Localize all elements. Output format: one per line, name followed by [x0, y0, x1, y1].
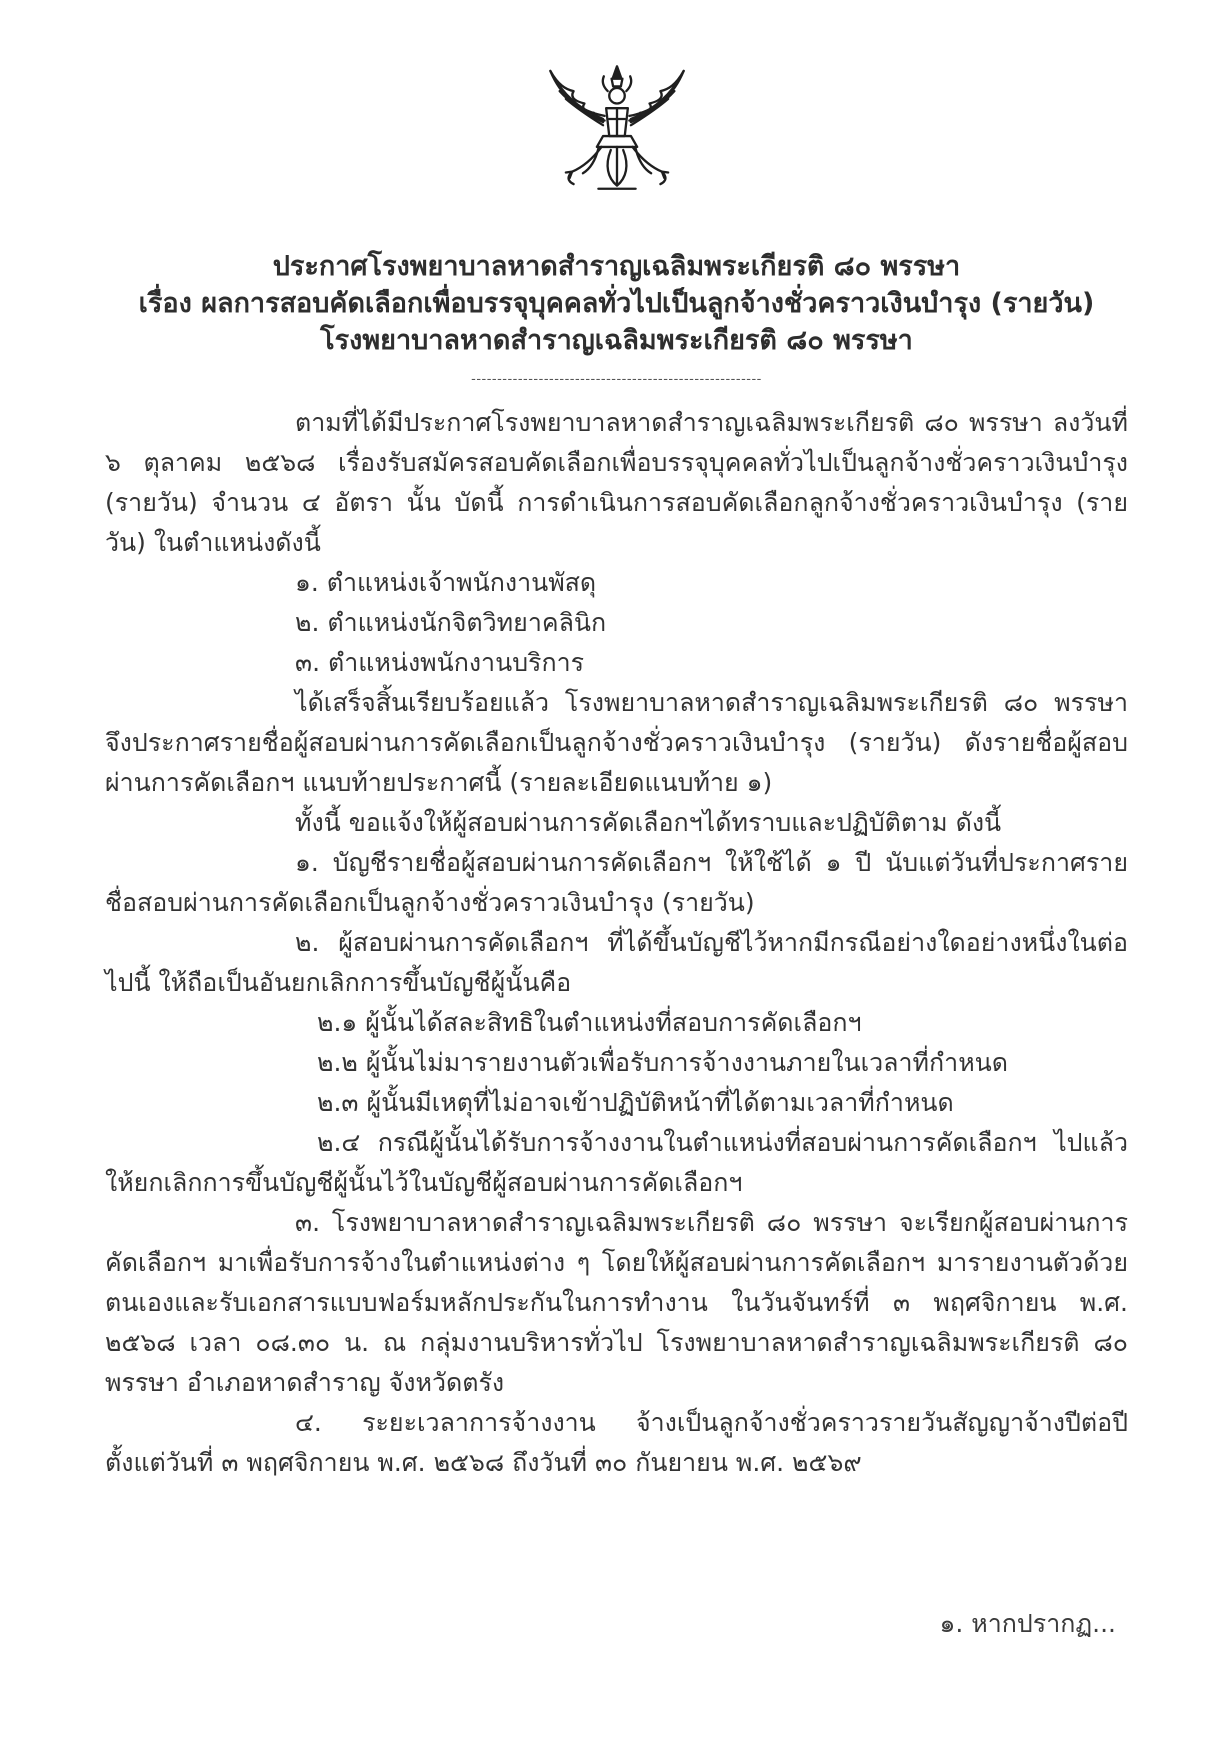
clause-2-subitem-4: ๒.๔ กรณีผู้นั้นได้รับการจ้างงานในตำแหน่งที่สอบผ่านการคัดเลือกฯ ไปแล้วให้ยกเลิกการขึ้นบัญชีผู้นั้นไว้ในบัญชีผู้สอบผ่านการคัดเลือกฯ	[105, 1128, 1128, 1197]
notice-lead-paragraph: ทั้งนี้ ขอแจ้งให้ผู้สอบผ่านการคัดเลือกฯได้ทราบและปฏิบัติตาม ดังนี้	[295, 808, 1002, 837]
garuda-emblem-icon	[524, 62, 710, 238]
document-body	[105, 403, 1128, 1483]
clause-2-subitem-3: ๒.๓ ผู้นั้นมีเหตุที่ไม่อาจเข้าปฏิบัติหน้าที่ได้ตามเวลาที่กำหนด	[317, 1088, 954, 1117]
intro-paragraph: ตามที่ได้มีประกาศโรงพยาบาลหาดสำราญเฉลิมพระเกียรติ ๘๐ พรรษา ลงวันที่ ๖ ตุลาคม ๒๕๖๘ เรื่องรับสมัครสอบคัดเลือกเพื่อบรรจุบุคคลทั่วไปเป็นลูกจ้างชั่วคราวเงินบำรุง (รายวัน) จำนวน ๔ อัตรา นั้น บัดนี้ การดำเนินการสอบคัดเลือกลูกจ้างชั่วคราวเงินบำรุง (รายวัน) ในตำแหน่งดังนี้	[105, 408, 1128, 557]
document-title-line-3: โรงพยาบาลหาดสำราญเฉลิมพระเกียรติ ๘๐ พรรษา	[320, 325, 913, 356]
clause-2-subitem-1: ๒.๑ ผู้นั้นได้สละสิทธิในตำแหน่งที่สอบการคัดเลือกฯ	[317, 1008, 862, 1037]
document-title-block	[105, 248, 1128, 359]
clause-1-paragraph: ๑. บัญชีรายชื่อผู้สอบผ่านการคัดเลือกฯ ให้ใช้ได้ ๑ ปี นับแต่วันที่ประกาศรายชื่อสอบผ่านการคัดเลือกเป็นลูกจ้างชั่วคราวเงินบำรุง (รายวัน)	[105, 848, 1128, 917]
dashed-separator: --------------------------------------------------------	[471, 372, 762, 387]
position-item-1: ๑. ตำแหน่งเจ้าพนักงานพัสดุ	[295, 568, 597, 597]
clause-2-paragraph: ๒. ผู้สอบผ่านการคัดเลือกฯ ที่ได้ขึ้นบัญชีไว้หากมีกรณีอย่างใดอย่างหนึ่งในต่อไปนี้ ให้ถือเป็นอันยกเลิกการขึ้นบัญชีผู้นั้นคือ	[105, 928, 1128, 997]
clause-4-paragraph: ๔. ระยะเวลาการจ้างงาน จ้างเป็นลูกจ้างชั่วคราวรายวันสัญญาจ้างปีต่อปี ตั้งแต่วันที่ ๓ พฤศจิกายน พ.ศ. ๒๕๖๘ ถึงวันที่ ๓๐ กันยายน พ.ศ. ๒๕๖๙	[105, 1408, 1128, 1477]
clause-3-paragraph: ๓. โรงพยาบาลหาดสำราญเฉลิมพระเกียรติ ๘๐ พรรษา จะเรียกผู้สอบผ่านการคัดเลือกฯ มาเพื่อรับการจ้างในตำแหน่งต่าง ๆ โดยให้ผู้สอบผ่านการคัดเลือกฯ มารายงานตัวด้วยตนเองและรับเอกสารแบบฟอร์มหลักประกันในการทำงาน ในวันจันทร์ที่ ๓ พฤศจิกายน พ.ศ. ๒๕๖๘ เวลา ๐๘.๓๐ น. ณ กลุ่มงานบริหารทั่วไป โรงพยาบาลหาดสำราญเฉลิมพระเกียรติ ๘๐ พรรษา อำเภอหาดสำราญ จังหวัดตรัง	[105, 1208, 1128, 1397]
announcement-paragraph: ได้เสร็จสิ้นเรียบร้อยแล้ว โรงพยาบาลหาดสำราญเฉลิมพระเกียรติ ๘๐ พรรษา จึงประกาศรายชื่อผู้สอบผ่านการคัดเลือกเป็นลูกจ้างชั่วคราวเงินบำรุง (รายวัน) ดังรายชื่อผู้สอบผ่านการคัดเลือกฯ แนบท้ายประกาศนี้ (รายละเอียดแนบท้าย ๑)	[105, 688, 1128, 797]
position-item-2: ๒. ตำแหน่งนักจิตวิทยาคลินิก	[295, 608, 607, 637]
page-continuation-note: ๑. หากปรากฏ...	[939, 1609, 1116, 1638]
document-title-line-1: ประกาศโรงพยาบาลหาดสำราญเฉลิมพระเกียรติ ๘๐ พรรษา	[272, 251, 961, 282]
clause-2-subitem-2: ๒.๒ ผู้นั้นไม่มารายงานตัวเพื่อรับการจ้างงานภายในเวลาที่กำหนด	[317, 1048, 1009, 1077]
document-subject-line: เรื่อง ผลการสอบคัดเลือกเพื่อบรรจุบุคคลทั่วไปเป็นลูกจ้างชั่วคราวเงินบำรุง (รายวัน)	[138, 288, 1095, 319]
position-item-3: ๓. ตำแหน่งพนักงานบริการ	[295, 648, 585, 677]
